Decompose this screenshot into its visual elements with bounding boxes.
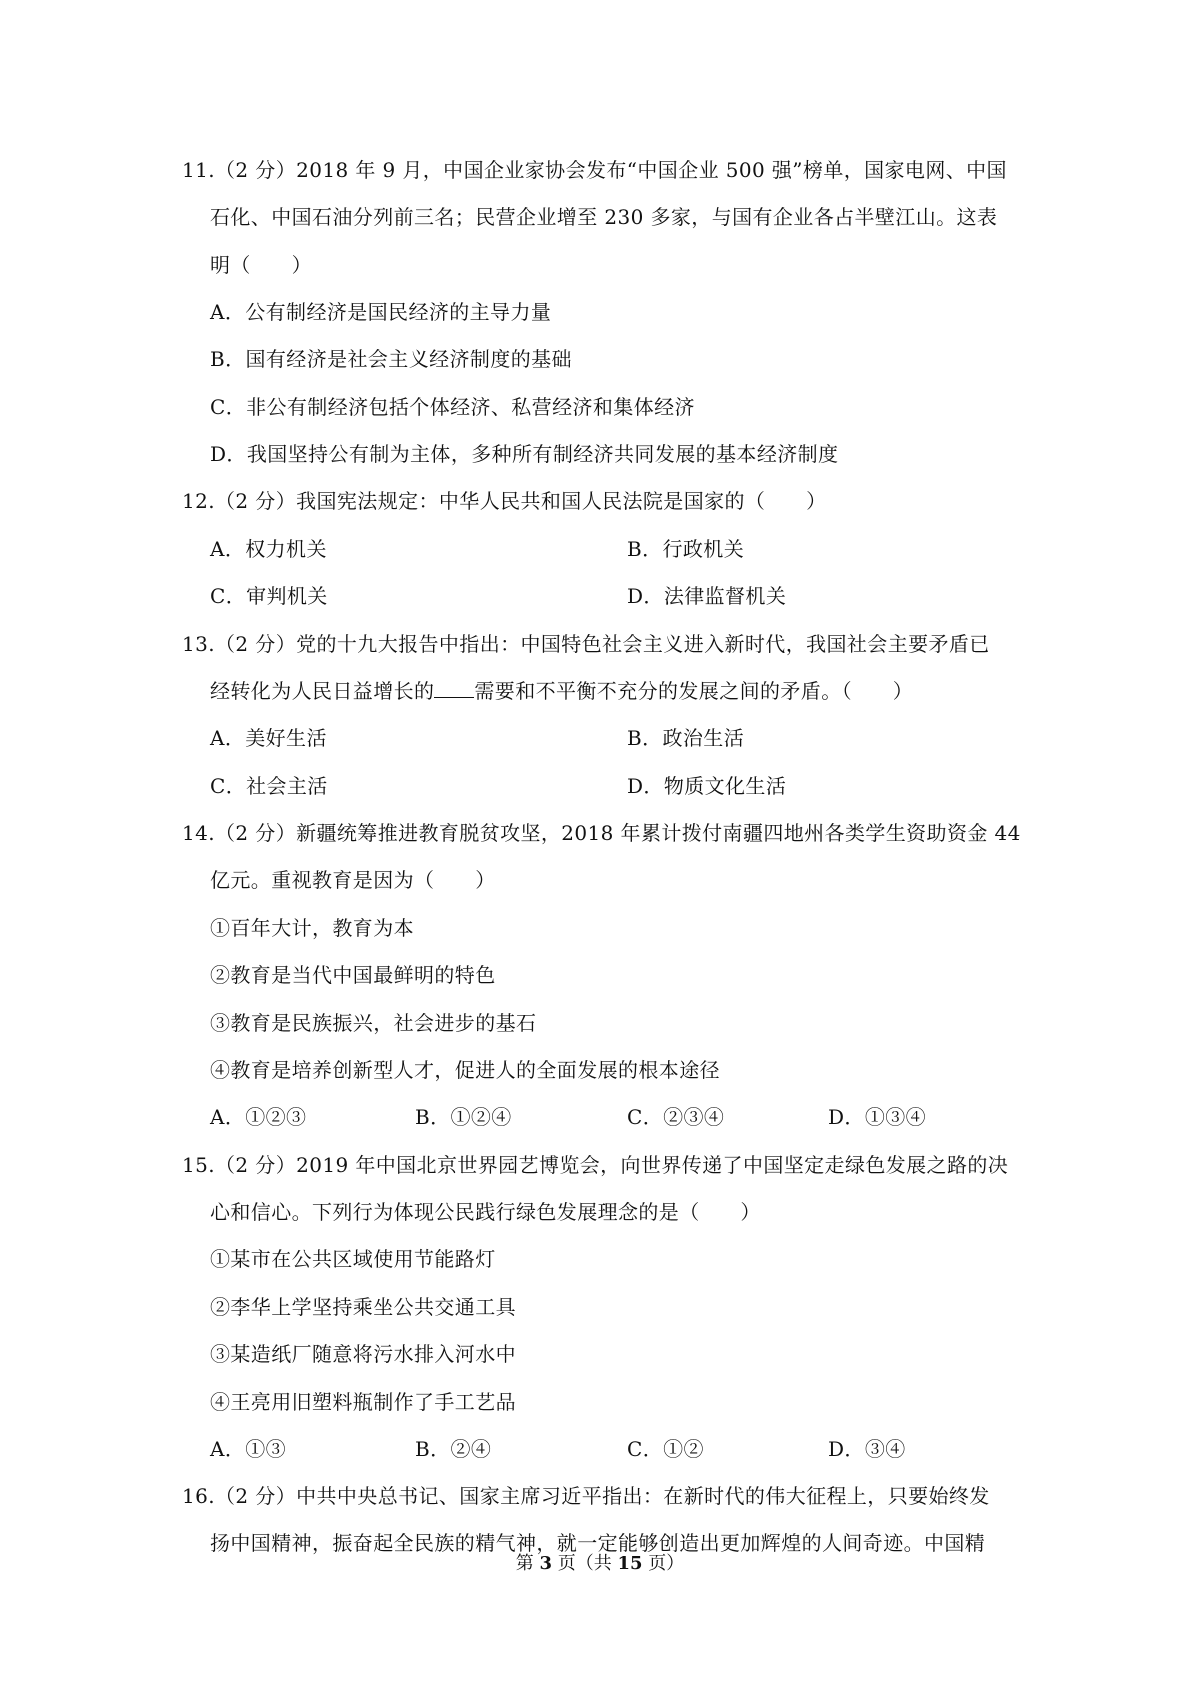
q13-option-a: A．美好生活 (210, 726, 327, 750)
footer-prefix: 第 (515, 1553, 540, 1574)
q12-line-1: 12.（2 分）我国宪法规定：中华人民共和国人民法院是国家的（ ） (182, 489, 827, 513)
q15-option-b: B．②④ (415, 1437, 492, 1461)
q11-line-1: 11.（2 分）2018 年 9 月，中国企业家协会发布“中国企业 500 强”榜单，国家电网、中国 (182, 158, 1007, 182)
q12-option-a: A．权力机关 (210, 537, 327, 561)
q13-blank (434, 679, 474, 698)
q13-line-1: 13.（2 分）党的十九大报告中指出：中国特色社会主义进入新时代，我国社会主要矛盾已 (182, 632, 990, 656)
q14-line-1: 14.（2 分）新疆统筹推进教育脱贫攻坚，2018 年累计拨付南疆四地州各类学生资助资金 44 (182, 821, 1021, 845)
q13-line-2-end: 需要和不平衡不充分的发展之间的矛盾。（ ） (474, 679, 914, 703)
q11-line-2: 石化、中国石油分列前三名；民营企业增至 230 多家，与国有企业各占半壁江山。这表 (210, 205, 998, 229)
q15-statement-3: ③某造纸厂随意将污水排入河水中 (210, 1342, 516, 1366)
q14-option-c: C．②③④ (627, 1105, 725, 1129)
q14-option-b: B．①②④ (415, 1105, 512, 1129)
footer-page-number: 3 (539, 1553, 552, 1574)
q16-line-1: 16.（2 分）中共中央总书记、国家主席习近平指出：在新时代的伟大征程上，只要始终发 (182, 1484, 990, 1508)
q15-option-a: A．①③ (210, 1437, 287, 1461)
q15-statement-1: ①某市在公共区域使用节能路灯 (210, 1247, 496, 1271)
footer-suffix: 页） (642, 1553, 685, 1574)
q13-option-b: B．政治生活 (627, 726, 745, 750)
q13-line-2 (210, 679, 913, 703)
q14-statement-2: ②教育是当代中国最鲜明的特色 (210, 963, 496, 987)
q14-option-d: D．①③④ (828, 1105, 927, 1129)
q15-statement-4: ④王亮用旧塑料瓶制作了手工艺品 (210, 1390, 516, 1414)
q12-option-b: B．行政机关 (627, 537, 745, 561)
q14-statement-3: ③教育是民族振兴，社会进步的基石 (210, 1011, 537, 1035)
q15-option-d: D．③④ (828, 1437, 906, 1461)
q11-option-d: D．我国坚持公有制为主体，多种所有制经济共同发展的基本经济制度 (210, 442, 839, 466)
q12-option-d: D．法律监督机关 (627, 584, 787, 608)
q11-option-c: C．非公有制经济包括个体经济、私营经济和集体经济 (210, 395, 695, 419)
q13-option-c: C．社会主活 (210, 774, 328, 798)
q11-option-b: B．国有经济是社会主义经济制度的基础 (210, 347, 572, 371)
q14-statement-4: ④教育是培养创新型人才，促进人的全面发展的根本途径 (210, 1058, 720, 1082)
footer-total-pages: 15 (617, 1553, 643, 1574)
q14-statement-1: ①百年大计，教育为本 (210, 916, 414, 940)
q13-option-d: D．物质文化生活 (627, 774, 787, 798)
q16-line-2: 扬中国精神，振奋起全民族的精气神，就一定能够创造出更加辉煌的人间奇迹。中国精 (210, 1531, 986, 1555)
q11-line-3: 明（ ） (210, 253, 312, 277)
footer-middle: 页（共 (552, 1553, 618, 1574)
q15-statement-2: ②李华上学坚持乘坐公共交通工具 (210, 1295, 516, 1319)
q14-option-a: A．①②③ (210, 1105, 307, 1129)
q14-line-2: 亿元。重视教育是因为（ ） (210, 868, 496, 892)
page-footer (0, 1553, 1200, 1575)
q15-line-1: 15.（2 分）2019 年中国北京世界园艺博览会，向世界传递了中国坚定走绿色发展之路的决 (182, 1153, 1009, 1177)
q15-line-2: 心和信心。下列行为体现公民践行绿色发展理念的是（ ） (210, 1200, 761, 1224)
q11-option-a: A．公有制经济是国民经济的主导力量 (210, 300, 552, 324)
q13-line-2-start: 经转化为人民日益增长的 (210, 679, 435, 703)
q15-option-c: C．①② (627, 1437, 704, 1461)
q12-option-c: C．审判机关 (210, 584, 328, 608)
